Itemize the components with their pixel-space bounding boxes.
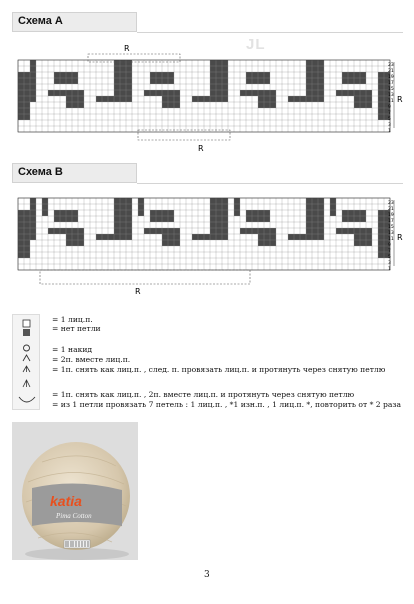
legend-yarn-over: = 1 накид — [52, 345, 93, 354]
no-stitch-icon — [23, 329, 30, 336]
scheme-a-title-bar — [12, 12, 137, 32]
legend-sk2p: = 1п. снять как лиц.п. , 2п. вместе лиц.п. и протянуть через снятую петлю — [52, 390, 355, 399]
scheme-b-title-bar — [12, 163, 137, 183]
scheme-a-title: Схема А — [18, 15, 63, 27]
row-number: 15 — [388, 87, 394, 92]
row-number: 11 — [388, 237, 394, 242]
row-number: 21 — [388, 69, 394, 74]
scheme-b-chart — [0, 190, 414, 300]
row-number: 7 — [388, 249, 391, 254]
yarn-over-icon — [24, 345, 30, 351]
row-number: 19 — [388, 213, 394, 218]
seven-from-one-icon — [19, 397, 35, 402]
scheme-a-side-label: R — [397, 95, 403, 104]
row-number: 5 — [388, 117, 391, 122]
legend-symbols-box — [12, 314, 40, 410]
scheme-b-title: Схема В — [18, 166, 63, 178]
row-number: 11 — [388, 99, 394, 104]
scheme-a-rule — [137, 32, 403, 33]
yarn-name: Pima Cotton — [56, 512, 92, 520]
row-number: 3 — [388, 123, 391, 128]
scheme-a-repeat-label: R — [124, 44, 130, 53]
legend-seven-from-one: = из 1 петли провязать 7 петель : 1 лиц.п. , *1 изн.п. , 1 лиц.п. *, повторить от * 2 раза — [52, 400, 402, 409]
knit-stitch-icon — [23, 320, 30, 327]
legend-ssk: = 1п. снять как лиц.п. , след. п. провязать лиц.п. и протянуть через снятую петлю — [52, 365, 386, 374]
sk2p-icon — [23, 380, 30, 387]
row-number: 9 — [388, 105, 391, 110]
k2tog-icon — [23, 355, 30, 361]
watermark-logo: JL — [246, 36, 266, 53]
scheme-a-chart — [0, 42, 414, 152]
scheme-b-rule — [137, 183, 403, 184]
legend-knit: = 1 лиц.п. — [52, 315, 93, 324]
scheme-b-side-label: R — [397, 233, 403, 242]
row-number: 23 — [388, 201, 394, 206]
row-number: 15 — [388, 225, 394, 230]
row-number: 9 — [388, 243, 391, 248]
row-number: 13 — [388, 93, 394, 98]
row-number: 17 — [388, 81, 394, 86]
row-number: 17 — [388, 219, 394, 224]
row-number: 7 — [388, 111, 391, 116]
ssk-icon — [23, 366, 30, 372]
row-number: 21 — [388, 207, 394, 212]
row-number: 1 — [388, 129, 391, 134]
row-number: 13 — [388, 231, 394, 236]
row-number: 5 — [388, 255, 391, 260]
row-number: 19 — [388, 75, 394, 80]
yarn-brand-logo: katia — [50, 493, 82, 509]
legend-no-stitch: = нет петли — [52, 324, 101, 333]
scheme-a-bottom-repeat-label: R — [198, 144, 204, 152]
row-number: 23 — [388, 63, 394, 68]
scheme-b-bottom-repeat-label: R — [135, 287, 141, 296]
legend-k2tog: = 2п. вместе лиц.п. — [52, 355, 131, 364]
yarn-ball-photo — [12, 422, 138, 560]
page-number: 3 — [204, 570, 210, 580]
row-number: 1 — [388, 267, 391, 272]
row-number: 3 — [388, 261, 391, 266]
